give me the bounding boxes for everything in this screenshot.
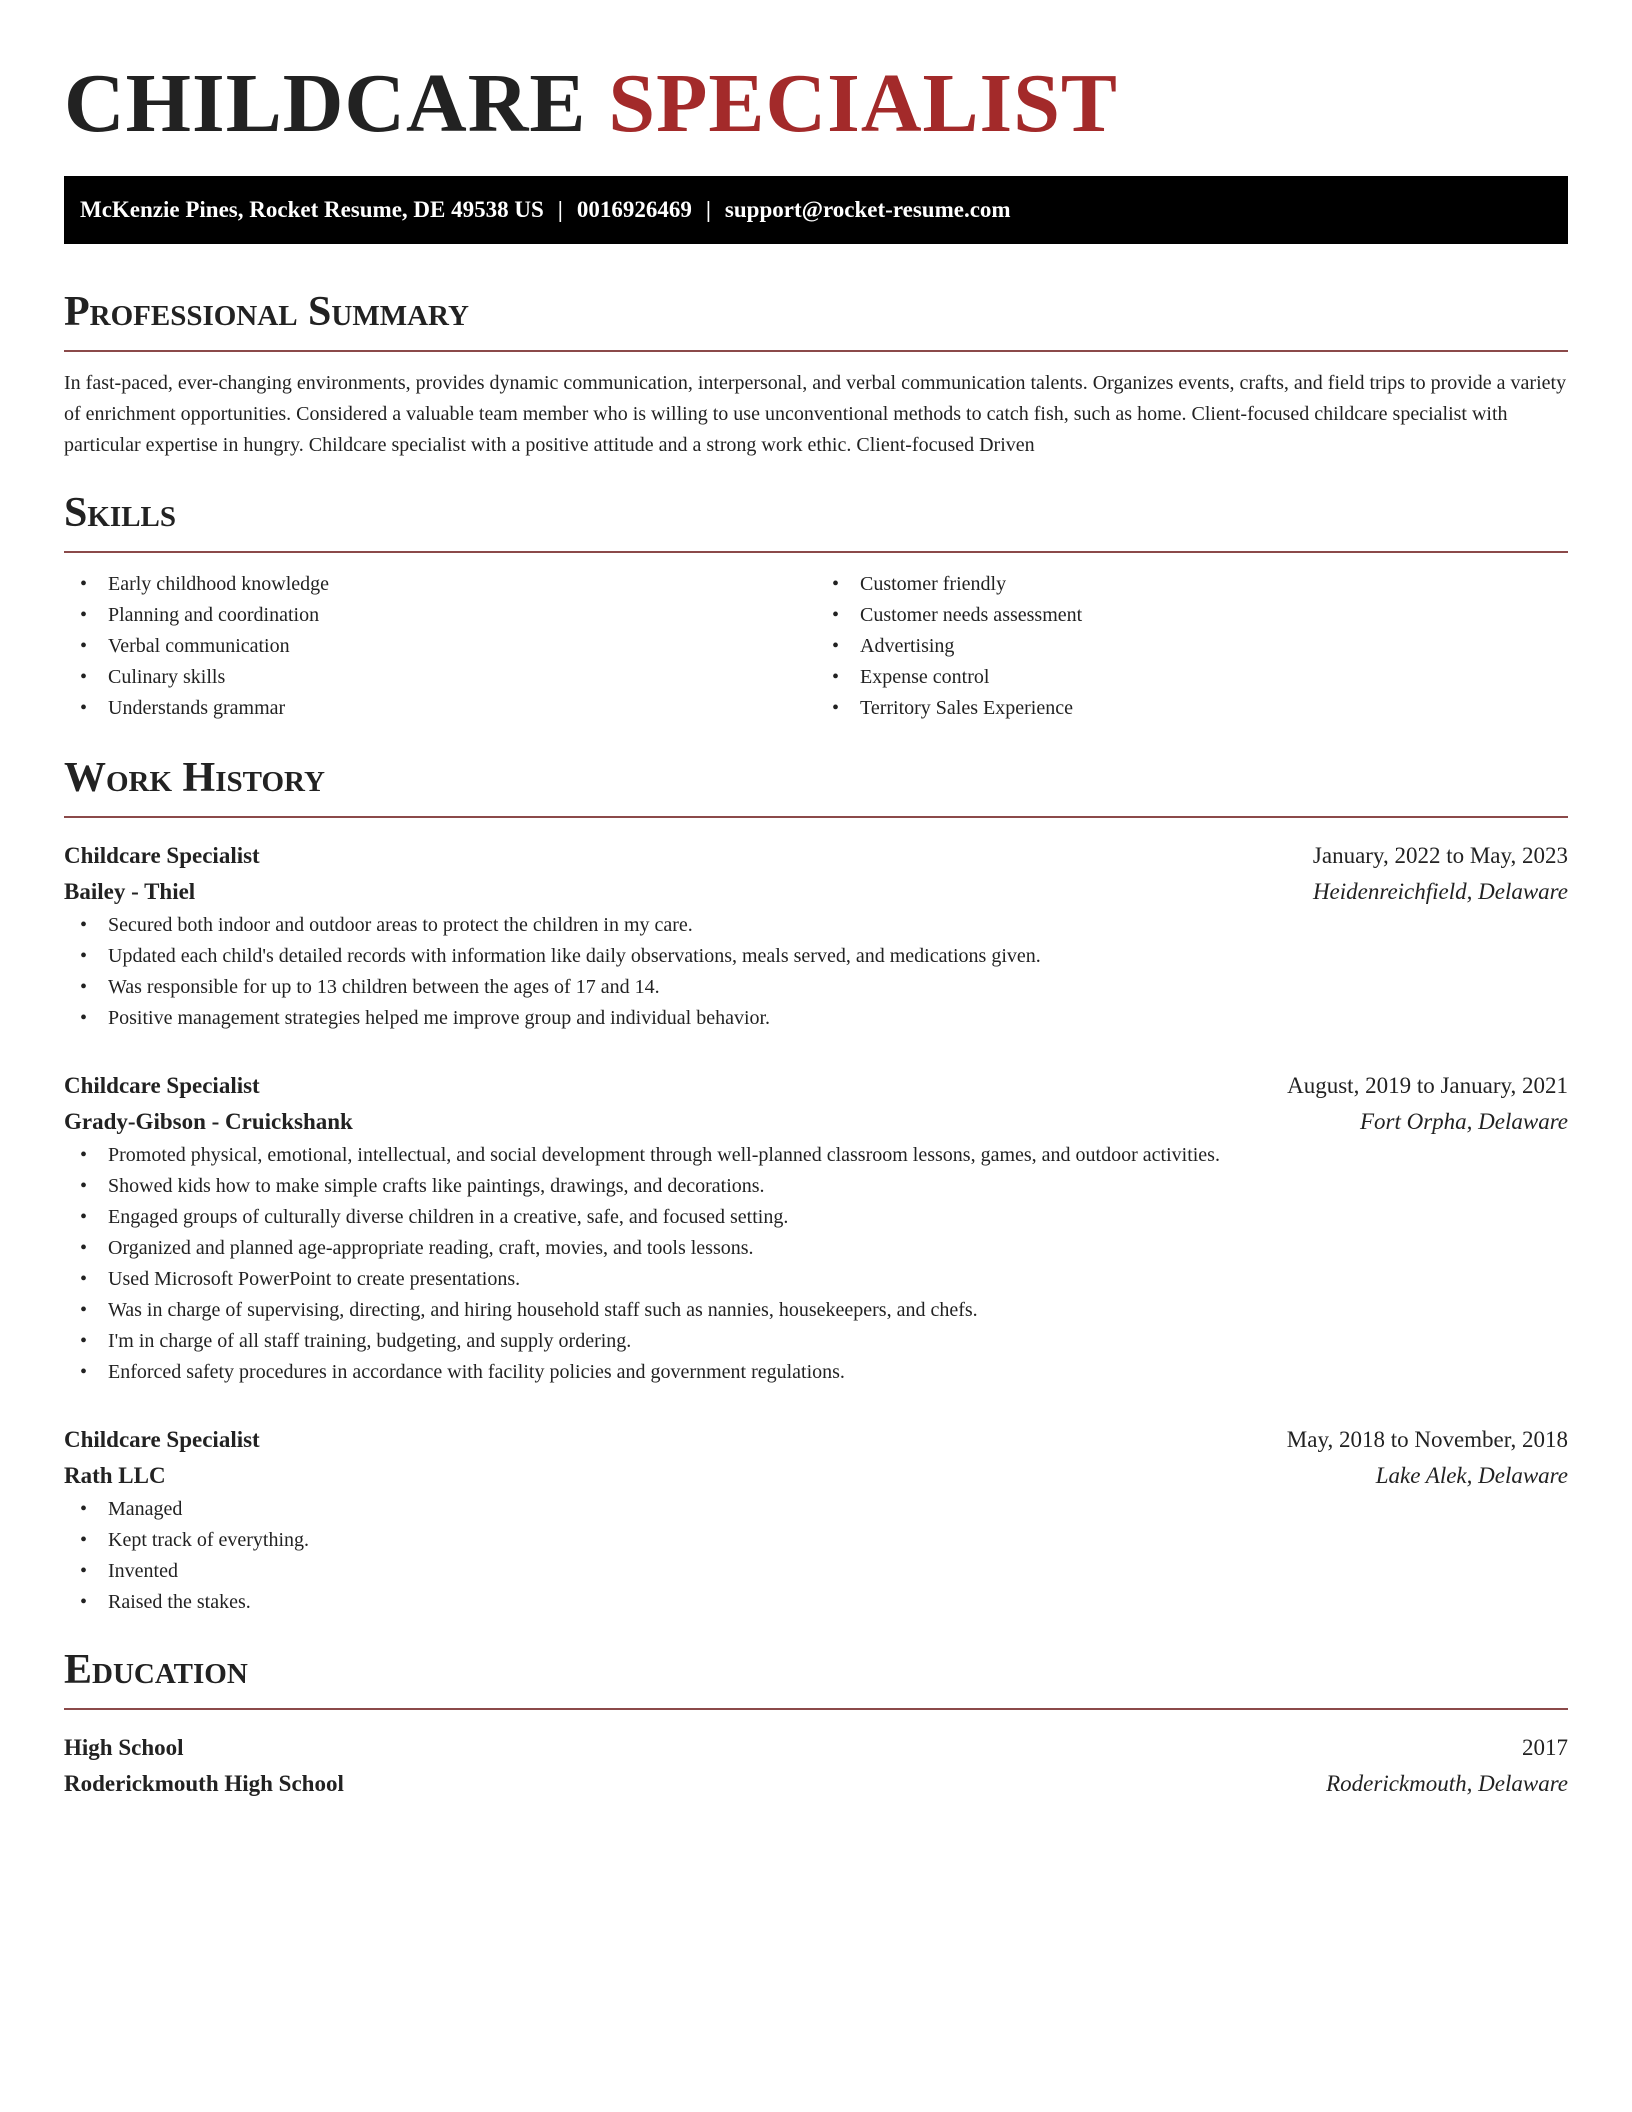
skill-label: Verbal communication [108,635,290,657]
skills-section [64,487,1568,724]
job-duty [64,1264,1568,1295]
job-entry [64,1068,1568,1388]
job-duty [64,1587,1568,1618]
skills-list [816,569,1568,724]
job-company: Rath LLC [64,1463,166,1488]
duty-text: Kept track of everything. [108,1529,310,1551]
bullet-icon: • [80,1591,88,1613]
title-second-word: SPECIALIST [608,57,1118,150]
skill-item [816,662,1568,693]
bullet-icon: • [832,666,840,688]
bullet-icon: • [80,1361,88,1383]
skill-item [64,693,816,724]
skill-item [64,662,816,693]
job-entry [64,838,1568,1034]
job-header-row [64,1068,1568,1104]
bullet-icon: • [80,1007,88,1029]
contact-phone: 0016926469 [576,197,692,222]
job-duty [64,1357,1568,1388]
job-duty [64,1171,1568,1202]
job-company: Grady-Gibson - Cruickshank [64,1109,353,1134]
education-entry [64,1730,1568,1802]
job-duties-list [64,910,1568,1034]
contact-separator: | [557,197,563,222]
job-header-row [64,1422,1568,1458]
job-company: Bailey - Thiel [64,879,196,904]
section-heading: Skills [64,490,177,536]
job-duty [64,1494,1568,1525]
job-dates: May, 2018 to November, 2018 [1286,1427,1568,1452]
job-duty [64,910,1568,941]
job-duty [64,1233,1568,1264]
bullet-icon: • [80,914,88,936]
bullet-icon: • [832,635,840,657]
duty-text: Organized and planned age-appropriate reading, craft, movies, and tools lessons. [108,1237,754,1259]
skill-item [816,569,1568,600]
job-duty [64,972,1568,1003]
bullet-icon: • [80,1237,88,1259]
job-company-row [64,1458,1568,1494]
job-duty [64,1556,1568,1587]
section-divider [64,551,1568,553]
job-dates: August, 2019 to January, 2021 [1287,1073,1568,1098]
duty-text: Managed [108,1498,183,1520]
job-duty [64,1140,1568,1171]
bullet-icon: • [80,1206,88,1228]
education-year: 2017 [1522,1735,1568,1760]
job-entry [64,1422,1568,1618]
bullet-icon: • [80,1175,88,1197]
resume-title [64,56,1568,152]
skill-item [816,631,1568,662]
skill-item [64,600,816,631]
job-title: Childcare Specialist [64,1427,260,1452]
bullet-icon: • [80,666,88,688]
duty-text: Enforced safety procedures in accordance with facility policies and government regulations. [108,1361,845,1383]
job-duty [64,941,1568,972]
skill-label: Planning and coordination [108,604,320,626]
job-duty [64,1202,1568,1233]
bullet-icon: • [80,697,88,719]
job-company-row [64,874,1568,910]
skill-label: Territory Sales Experience [860,697,1073,719]
bullet-icon: • [80,1299,88,1321]
title-first-word: CHILDCARE [64,57,587,150]
section-heading: Professional Summary [64,289,469,335]
duty-text: Updated each child's detailed records with information like daily observations, meals served, and medications given. [108,945,1041,967]
contact-bar [64,176,1568,244]
section-divider [64,350,1568,352]
job-header-row [64,838,1568,874]
skill-label: Expense control [860,666,990,688]
skill-item [816,693,1568,724]
bullet-icon: • [80,1529,88,1551]
job-duty [64,1326,1568,1357]
duty-text: Showed kids how to make simple crafts like paintings, drawings, and decorations. [108,1175,765,1197]
bullet-icon: • [80,1330,88,1352]
skill-label: Understands grammar [108,697,286,719]
contact-email: support@rocket-resume.com [724,197,1011,222]
education-school-row [64,1766,1568,1802]
bullet-icon: • [80,604,88,626]
bullet-icon: • [80,1268,88,1290]
skill-item [64,631,816,662]
skills-column-left [64,569,816,724]
bullet-icon: • [832,697,840,719]
education-section [64,1644,1568,1802]
skills-grid [64,569,1568,724]
duty-text: Secured both indoor and outdoor areas to protect the children in my care. [108,914,693,936]
bullet-icon: • [832,573,840,595]
duty-text: Was in charge of supervising, directing, and hiring household staff such as nannies, housekeepers, and chefs. [108,1299,978,1321]
education-school: Roderickmouth High School [64,1771,344,1796]
job-duty [64,1003,1568,1034]
duty-text: Positive management strategies helped me improve group and individual behavior. [108,1007,771,1029]
duty-text: Used Microsoft PowerPoint to create presentations. [108,1268,521,1290]
skill-label: Advertising [860,635,955,657]
skill-label: Early childhood knowledge [108,573,330,595]
bullet-icon: • [80,1144,88,1166]
section-heading: Education [64,1647,248,1693]
education-degree-row [64,1730,1568,1766]
contact-separator: | [705,197,711,222]
job-duties-list [64,1140,1568,1388]
skills-column-right [816,569,1568,724]
duty-text: Was responsible for up to 13 children between the ages of 17 and 14. [108,976,660,998]
skills-list [64,569,816,724]
bullet-icon: • [80,1560,88,1582]
duty-text: Promoted physical, emotional, intellectual, and social development through well-planned classroom lessons, games, and outdoor activities. [108,1144,1220,1166]
skill-item [64,569,816,600]
summary-text: In fast-paced, ever-changing environments, provides dynamic communication, interpersonal, and verbal communication talents. Organizes events, crafts, and field trips to provide a variety of enrichment opportunities. Considered a valuable team member who is willing to use unconventional methods to catch fish, such as home. Client-focused childcare specialist with particular expertise in hungry. Childcare specialist with a positive attitude and a strong work ethic. Client-focused Driven [64,372,1567,456]
duty-text: Engaged groups of culturally diverse children in a creative, safe, and focused setting. [108,1206,789,1228]
contact-address: McKenzie Pines, Rocket Resume, DE 49538 US [80,197,544,222]
bullet-icon: • [80,1498,88,1520]
duty-text: Raised the stakes. [108,1591,251,1613]
bullet-icon: • [80,635,88,657]
section-divider [64,1708,1568,1710]
job-location: Lake Alek, Delaware [1375,1463,1568,1488]
bullet-icon: • [80,573,88,595]
job-title: Childcare Specialist [64,1073,260,1098]
job-duty [64,1295,1568,1326]
skill-label: Culinary skills [108,666,226,688]
bullet-icon: • [832,604,840,626]
work-history-section [64,752,1568,1618]
job-company-row [64,1104,1568,1140]
education-degree: High School [64,1735,184,1760]
skill-item [816,600,1568,631]
section-heading: Work History [64,755,325,801]
skill-label: Customer friendly [860,573,1007,595]
bullet-icon: • [80,976,88,998]
education-location: Roderickmouth, Delaware [1326,1771,1568,1796]
job-title: Childcare Specialist [64,843,260,868]
duty-text: I'm in charge of all staff training, budgeting, and supply ordering. [108,1330,632,1352]
job-duties-list [64,1494,1568,1618]
summary-section [64,286,1568,461]
job-dates: January, 2022 to May, 2023 [1312,843,1568,868]
job-location: Fort Orpha, Delaware [1359,1109,1568,1134]
job-duty [64,1525,1568,1556]
skill-label: Customer needs assessment [860,604,1083,626]
bullet-icon: • [80,945,88,967]
job-location: Heidenreichfield, Delaware [1312,879,1568,904]
duty-text: Invented [108,1560,178,1582]
section-divider [64,816,1568,818]
